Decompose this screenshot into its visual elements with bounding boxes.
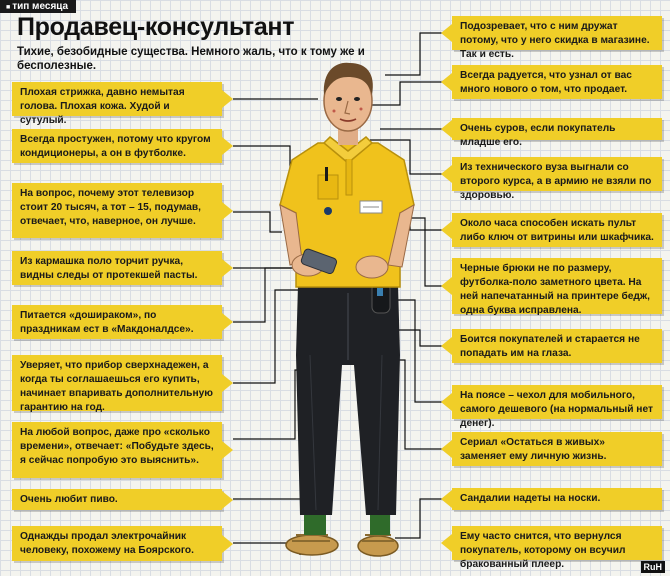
info-card: На поясе – чехол для мобильного, самого дешевого (на нормальный нет денег). bbox=[452, 385, 662, 419]
info-card: Подозревает, что с ним дружат потому, что у него скидка в магазине. Так и есть. bbox=[452, 16, 662, 50]
info-card: Очень суров, если покупатель младше его. bbox=[452, 118, 662, 140]
info-card: Сериал «Остаться в живых» заменяет ему личную жизнь. bbox=[452, 432, 662, 466]
info-card: На любой вопрос, даже про «сколько времени», отвечает: «Побудьте здесь, я сейчас попробую это выяснить». bbox=[12, 422, 222, 478]
info-card: Всегда радуется, что узнал от вас много нового о том, что продает. bbox=[452, 65, 662, 99]
salesman-illustration bbox=[250, 55, 420, 570]
info-card: Очень любит пиво. bbox=[12, 489, 222, 510]
info-card: Всегда простужен, потому что кругом кондиционеры, а он в футболке. bbox=[12, 129, 222, 163]
info-card: Из кармашка поло торчит ручка, видны следы от протекшей пасты. bbox=[12, 251, 222, 285]
info-card: Сандалии надеты на носки. bbox=[452, 488, 662, 510]
watermark: RuH bbox=[641, 561, 666, 573]
page-subtitle: Тихие, безобидные существа. Немного жаль, что к тому же и бесполезные. bbox=[17, 46, 365, 73]
page-title: Продавец-консультант bbox=[17, 13, 295, 41]
rubric-label: ■ тип месяца bbox=[0, 0, 76, 13]
info-card: Однажды продал электрочайник человеку, похожему на Боярского. bbox=[12, 526, 222, 561]
info-card: Черные брюки не по размеру, футболка-поло заметного цвета. На ней напечатанный на принтере бедж, одна буква исправлена. bbox=[452, 258, 662, 314]
info-card: Уверяет, что прибор сверхнадежен, а когда ты соглашаешься его купить, начинает впаривать дополнительную гарантию на год. bbox=[12, 355, 222, 411]
info-card: Плохая стрижка, давно немытая голова. Плохая кожа. Худой и сутулый. bbox=[12, 82, 222, 116]
info-card: Питается «дошираком», по праздникам ест в «Макдоналдсе». bbox=[12, 305, 222, 339]
info-card: Боится покупателей и старается не попадать им на глаза. bbox=[452, 329, 662, 363]
info-card: Из технического вуза выгнали со второго курса, а в армию не взяли по здоровью. bbox=[452, 157, 662, 191]
info-card: Ему часто снится, что вернулся покупатель, которому он всучил бракованный плеер. bbox=[452, 526, 662, 560]
info-card: Около часа способен искать пульт либо ключ от витрины или шкафчика. bbox=[452, 213, 662, 247]
info-card: На вопрос, почему этот телевизор стоит 20 тысяч, а тот – 15, подумав, отвечает, что, наверное, он лучше. bbox=[12, 183, 222, 238]
